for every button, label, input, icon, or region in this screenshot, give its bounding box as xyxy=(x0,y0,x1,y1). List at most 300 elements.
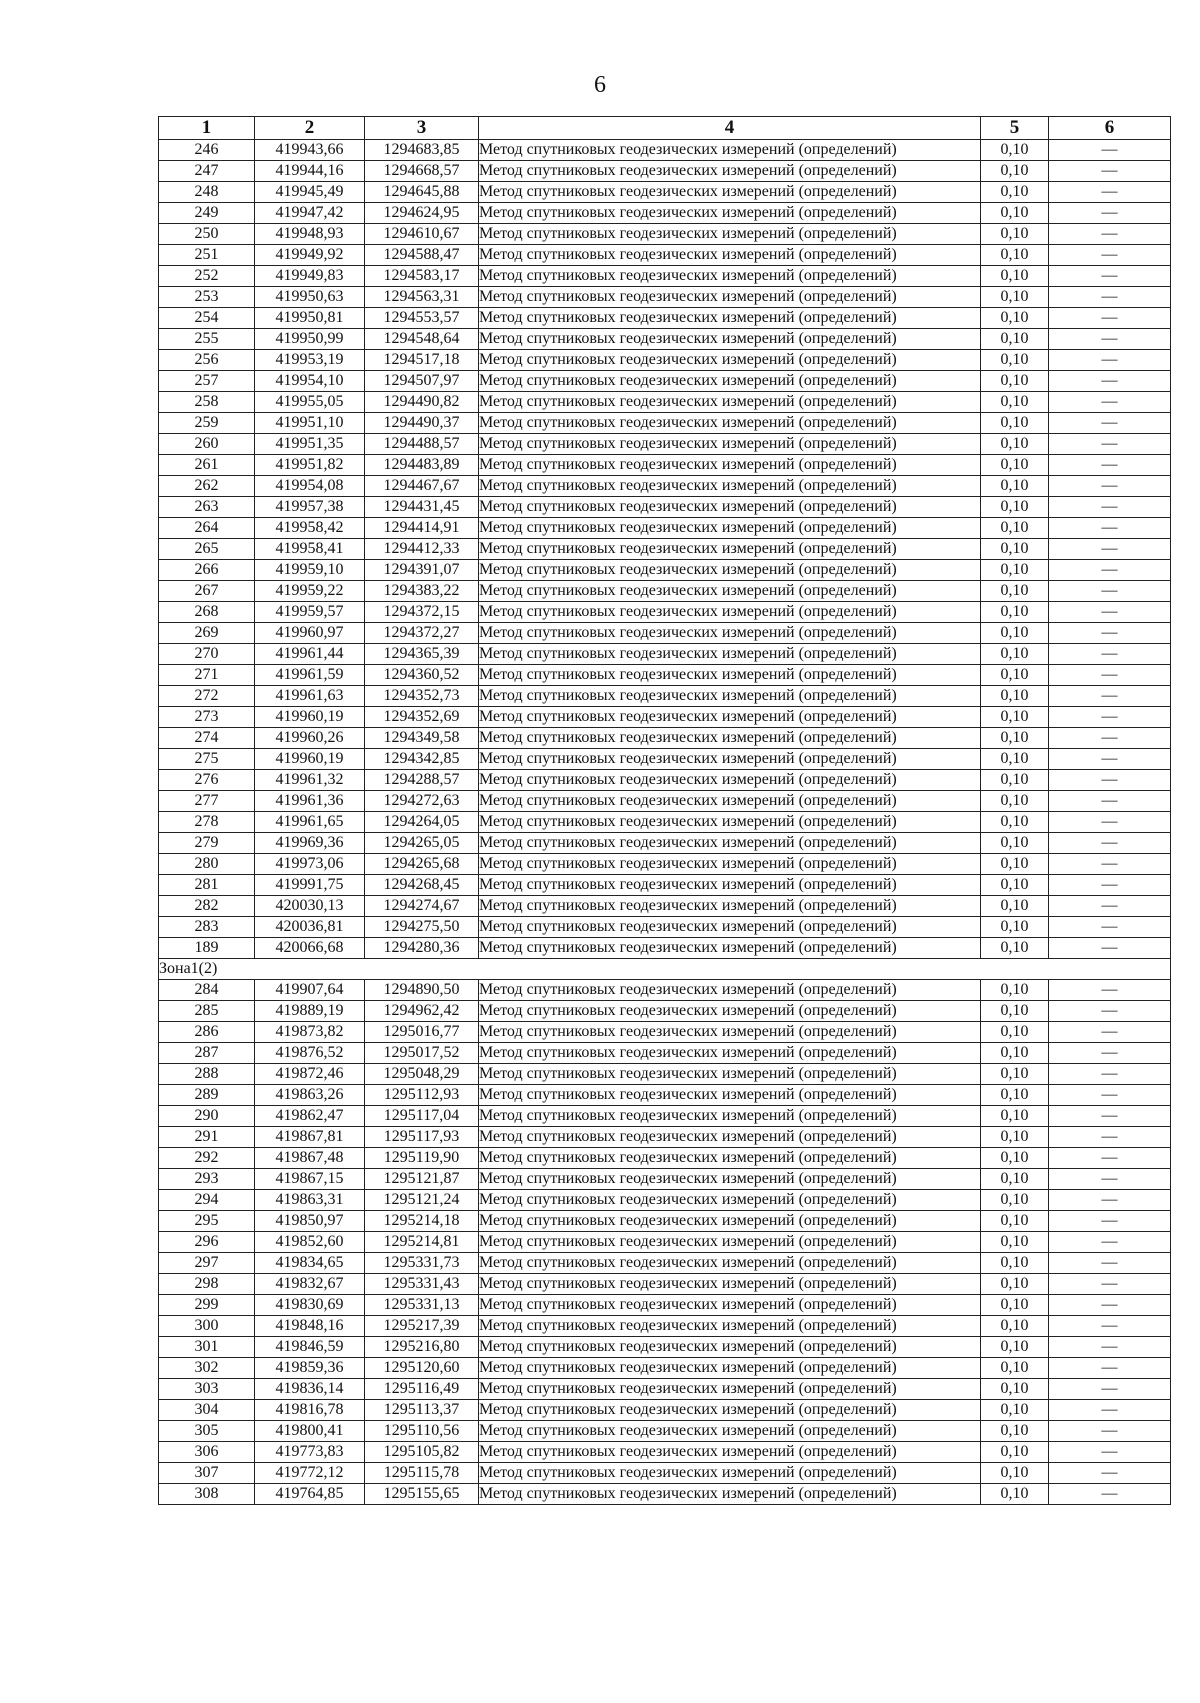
table-body-section-2 xyxy=(159,980,1171,1505)
y-coordinate-cell: 1294383,22 xyxy=(365,581,479,602)
y-coordinate-cell: 1294683,85 xyxy=(365,140,479,161)
table-row xyxy=(159,518,1171,539)
point-number-cell: 283 xyxy=(159,917,255,938)
table-row xyxy=(159,1085,1171,1106)
precision-cell: 0,10 xyxy=(981,1190,1049,1211)
point-number-cell: 293 xyxy=(159,1169,255,1190)
point-number-cell: 284 xyxy=(159,980,255,1001)
x-coordinate-cell: 419850,97 xyxy=(255,1211,365,1232)
precision-cell: 0,10 xyxy=(981,329,1049,350)
point-number-cell: 282 xyxy=(159,896,255,917)
point-number-cell: 268 xyxy=(159,602,255,623)
dash-cell: — xyxy=(1049,287,1171,308)
x-coordinate-cell: 419945,49 xyxy=(255,182,365,203)
point-number-cell: 295 xyxy=(159,1211,255,1232)
x-coordinate-cell: 419944,16 xyxy=(255,161,365,182)
y-coordinate-cell: 1295116,49 xyxy=(365,1379,479,1400)
method-cell: Метод спутниковых геодезических измерений (определений) xyxy=(479,1232,981,1253)
y-coordinate-cell: 1295155,65 xyxy=(365,1484,479,1505)
x-coordinate-cell: 419954,08 xyxy=(255,476,365,497)
x-coordinate-cell: 419862,47 xyxy=(255,1106,365,1127)
point-number-cell: 273 xyxy=(159,707,255,728)
table-row xyxy=(159,623,1171,644)
table-row xyxy=(159,938,1171,959)
method-cell: Метод спутниковых геодезических измерений (определений) xyxy=(479,1211,981,1232)
method-cell: Метод спутниковых геодезических измерений (определений) xyxy=(479,854,981,875)
table-row xyxy=(159,1232,1171,1253)
y-coordinate-cell: 1295112,93 xyxy=(365,1085,479,1106)
zone-label: Зона1(2) xyxy=(159,959,1171,980)
x-coordinate-cell: 419907,64 xyxy=(255,980,365,1001)
dash-cell: — xyxy=(1049,644,1171,665)
precision-cell: 0,10 xyxy=(981,1253,1049,1274)
dash-cell: — xyxy=(1049,1211,1171,1232)
precision-cell: 0,10 xyxy=(981,1463,1049,1484)
table-row xyxy=(159,854,1171,875)
zone-section xyxy=(159,959,1171,980)
dash-cell: — xyxy=(1049,476,1171,497)
table-row xyxy=(159,1169,1171,1190)
point-number-cell: 285 xyxy=(159,1001,255,1022)
method-cell: Метод спутниковых геодезических измерений (определений) xyxy=(479,560,981,581)
method-cell: Метод спутниковых геодезических измерений (определений) xyxy=(479,224,981,245)
table-row xyxy=(159,812,1171,833)
precision-cell: 0,10 xyxy=(981,1421,1049,1442)
point-number-cell: 298 xyxy=(159,1274,255,1295)
y-coordinate-cell: 1295115,78 xyxy=(365,1463,479,1484)
y-coordinate-cell: 1294272,63 xyxy=(365,791,479,812)
point-number-cell: 301 xyxy=(159,1337,255,1358)
y-coordinate-cell: 1295017,52 xyxy=(365,1043,479,1064)
point-number-cell: 281 xyxy=(159,875,255,896)
table-row xyxy=(159,308,1171,329)
precision-cell: 0,10 xyxy=(981,266,1049,287)
precision-cell: 0,10 xyxy=(981,1211,1049,1232)
y-coordinate-cell: 1294349,58 xyxy=(365,728,479,749)
dash-cell: — xyxy=(1049,1232,1171,1253)
precision-cell: 0,10 xyxy=(981,1106,1049,1127)
zone-row xyxy=(159,959,1171,980)
point-number-cell: 278 xyxy=(159,812,255,833)
precision-cell: 0,10 xyxy=(981,1337,1049,1358)
point-number-cell: 267 xyxy=(159,581,255,602)
point-number-cell: 246 xyxy=(159,140,255,161)
precision-cell: 0,10 xyxy=(981,1001,1049,1022)
dash-cell: — xyxy=(1049,1022,1171,1043)
x-coordinate-cell: 419961,59 xyxy=(255,665,365,686)
dash-cell: — xyxy=(1049,1379,1171,1400)
point-number-cell: 262 xyxy=(159,476,255,497)
y-coordinate-cell: 1295214,18 xyxy=(365,1211,479,1232)
dash-cell: — xyxy=(1049,875,1171,896)
method-cell: Метод спутниковых геодезических измерений (определений) xyxy=(479,1421,981,1442)
table-row xyxy=(159,392,1171,413)
precision-cell: 0,10 xyxy=(981,875,1049,896)
precision-cell: 0,10 xyxy=(981,203,1049,224)
y-coordinate-cell: 1294391,07 xyxy=(365,560,479,581)
point-number-cell: 255 xyxy=(159,329,255,350)
y-coordinate-cell: 1294265,68 xyxy=(365,854,479,875)
table-row xyxy=(159,1043,1171,1064)
precision-cell: 0,10 xyxy=(981,1274,1049,1295)
x-coordinate-cell: 419863,26 xyxy=(255,1085,365,1106)
precision-cell: 0,10 xyxy=(981,1316,1049,1337)
point-number-cell: 275 xyxy=(159,749,255,770)
dash-cell: — xyxy=(1049,581,1171,602)
method-cell: Метод спутниковых геодезических измерений (определений) xyxy=(479,1127,981,1148)
precision-cell: 0,10 xyxy=(981,1232,1049,1253)
dash-cell: — xyxy=(1049,518,1171,539)
y-coordinate-cell: 1294268,45 xyxy=(365,875,479,896)
dash-cell: — xyxy=(1049,980,1171,1001)
method-cell: Метод спутниковых геодезических измерений (определений) xyxy=(479,1085,981,1106)
dash-cell: — xyxy=(1049,1085,1171,1106)
precision-cell: 0,10 xyxy=(981,623,1049,644)
point-number-cell: 266 xyxy=(159,560,255,581)
x-coordinate-cell: 419943,66 xyxy=(255,140,365,161)
x-coordinate-cell: 419955,05 xyxy=(255,392,365,413)
point-number-cell: 296 xyxy=(159,1232,255,1253)
dash-cell: — xyxy=(1049,707,1171,728)
point-number-cell: 269 xyxy=(159,623,255,644)
dash-cell: — xyxy=(1049,833,1171,854)
table-row xyxy=(159,1211,1171,1232)
table-row xyxy=(159,917,1171,938)
point-number-cell: 274 xyxy=(159,728,255,749)
method-cell: Метод спутниковых геодезических измерений (определений) xyxy=(479,1106,981,1127)
method-cell: Метод спутниковых геодезических измерений (определений) xyxy=(479,1253,981,1274)
dash-cell: — xyxy=(1049,224,1171,245)
x-coordinate-cell: 419961,65 xyxy=(255,812,365,833)
table-row xyxy=(159,749,1171,770)
x-coordinate-cell: 419873,82 xyxy=(255,1022,365,1043)
y-coordinate-cell: 1294352,69 xyxy=(365,707,479,728)
method-cell: Метод спутниковых геодезических измерений (определений) xyxy=(479,203,981,224)
x-coordinate-cell: 419867,81 xyxy=(255,1127,365,1148)
y-coordinate-cell: 1295331,73 xyxy=(365,1253,479,1274)
precision-cell: 0,10 xyxy=(981,1358,1049,1379)
x-coordinate-cell: 419830,69 xyxy=(255,1295,365,1316)
table-row xyxy=(159,1148,1171,1169)
table-row xyxy=(159,707,1171,728)
table-row xyxy=(159,413,1171,434)
dash-cell: — xyxy=(1049,161,1171,182)
x-coordinate-cell: 419876,52 xyxy=(255,1043,365,1064)
y-coordinate-cell: 1294588,47 xyxy=(365,245,479,266)
point-number-cell: 299 xyxy=(159,1295,255,1316)
precision-cell: 0,10 xyxy=(981,980,1049,1001)
point-number-cell: 303 xyxy=(159,1379,255,1400)
y-coordinate-cell: 1294548,64 xyxy=(365,329,479,350)
table-row xyxy=(159,1463,1171,1484)
y-coordinate-cell: 1295331,43 xyxy=(365,1274,479,1295)
point-number-cell: 287 xyxy=(159,1043,255,1064)
dash-cell: — xyxy=(1049,854,1171,875)
table-row xyxy=(159,497,1171,518)
table-row xyxy=(159,1295,1171,1316)
dash-cell: — xyxy=(1049,203,1171,224)
table-row xyxy=(159,770,1171,791)
precision-cell: 0,10 xyxy=(981,938,1049,959)
point-number-cell: 288 xyxy=(159,1064,255,1085)
dash-cell: — xyxy=(1049,1337,1171,1358)
dash-cell: — xyxy=(1049,1400,1171,1421)
y-coordinate-cell: 1295121,24 xyxy=(365,1190,479,1211)
table-row xyxy=(159,686,1171,707)
x-coordinate-cell: 419832,67 xyxy=(255,1274,365,1295)
method-cell: Метод спутниковых геодезических измерений (определений) xyxy=(479,392,981,413)
method-cell: Метод спутниковых геодезических измерений (определений) xyxy=(479,833,981,854)
table-row xyxy=(159,1064,1171,1085)
point-number-cell: 294 xyxy=(159,1190,255,1211)
table-row xyxy=(159,896,1171,917)
precision-cell: 0,10 xyxy=(981,1442,1049,1463)
x-coordinate-cell: 419950,81 xyxy=(255,308,365,329)
method-cell: Метод спутниковых геодезических измерений (определений) xyxy=(479,308,981,329)
x-coordinate-cell: 419960,97 xyxy=(255,623,365,644)
dash-cell: — xyxy=(1049,1190,1171,1211)
dash-cell: — xyxy=(1049,182,1171,203)
method-cell: Метод спутниковых геодезических измерений (определений) xyxy=(479,476,981,497)
y-coordinate-cell: 1294352,73 xyxy=(365,686,479,707)
table-row xyxy=(159,476,1171,497)
point-number-cell: 280 xyxy=(159,854,255,875)
x-coordinate-cell: 419848,16 xyxy=(255,1316,365,1337)
table-row xyxy=(159,1001,1171,1022)
x-coordinate-cell: 419889,19 xyxy=(255,1001,365,1022)
method-cell: Метод спутниковых геодезических измерений (определений) xyxy=(479,665,981,686)
method-cell: Метод спутниковых геодезических измерений (определений) xyxy=(479,1337,981,1358)
precision-cell: 0,10 xyxy=(981,1484,1049,1505)
method-cell: Метод спутниковых геодезических измерений (определений) xyxy=(479,161,981,182)
x-coordinate-cell: 420036,81 xyxy=(255,917,365,938)
precision-cell: 0,10 xyxy=(981,455,1049,476)
method-cell: Метод спутниковых геодезических измерений (определений) xyxy=(479,938,981,959)
y-coordinate-cell: 1294483,89 xyxy=(365,455,479,476)
method-cell: Метод спутниковых геодезических измерений (определений) xyxy=(479,812,981,833)
y-coordinate-cell: 1294668,57 xyxy=(365,161,479,182)
y-coordinate-cell: 1294274,67 xyxy=(365,896,479,917)
precision-cell: 0,10 xyxy=(981,686,1049,707)
point-number-cell: 276 xyxy=(159,770,255,791)
table-row xyxy=(159,1358,1171,1379)
precision-cell: 0,10 xyxy=(981,1085,1049,1106)
dash-cell: — xyxy=(1049,413,1171,434)
precision-cell: 0,10 xyxy=(981,665,1049,686)
table-row xyxy=(159,455,1171,476)
table-row xyxy=(159,1253,1171,1274)
point-number-cell: 308 xyxy=(159,1484,255,1505)
x-coordinate-cell: 419953,19 xyxy=(255,350,365,371)
method-cell: Метод спутниковых геодезических измерений (определений) xyxy=(479,455,981,476)
x-coordinate-cell: 420030,13 xyxy=(255,896,365,917)
table-row xyxy=(159,644,1171,665)
precision-cell: 0,10 xyxy=(981,749,1049,770)
y-coordinate-cell: 1294490,37 xyxy=(365,413,479,434)
precision-cell: 0,10 xyxy=(981,812,1049,833)
table-row xyxy=(159,161,1171,182)
y-coordinate-cell: 1294467,67 xyxy=(365,476,479,497)
precision-cell: 0,10 xyxy=(981,707,1049,728)
dash-cell: — xyxy=(1049,266,1171,287)
x-coordinate-cell: 419852,60 xyxy=(255,1232,365,1253)
y-coordinate-cell: 1295105,82 xyxy=(365,1442,479,1463)
point-number-cell: 257 xyxy=(159,371,255,392)
method-cell: Метод спутниковых геодезических измерений (определений) xyxy=(479,917,981,938)
point-number-cell: 189 xyxy=(159,938,255,959)
method-cell: Метод спутниковых геодезических измерений (определений) xyxy=(479,581,981,602)
method-cell: Метод спутниковых геодезических измерений (определений) xyxy=(479,875,981,896)
dash-cell: — xyxy=(1049,539,1171,560)
precision-cell: 0,10 xyxy=(981,602,1049,623)
precision-cell: 0,10 xyxy=(981,833,1049,854)
point-number-cell: 259 xyxy=(159,413,255,434)
method-cell: Метод спутниковых геодезических измерений (определений) xyxy=(479,350,981,371)
method-cell: Метод спутниковых геодезических измерений (определений) xyxy=(479,1148,981,1169)
precision-cell: 0,10 xyxy=(981,245,1049,266)
x-coordinate-cell: 419961,36 xyxy=(255,791,365,812)
header-cell: 4 xyxy=(479,117,981,140)
y-coordinate-cell: 1294645,88 xyxy=(365,182,479,203)
table-row xyxy=(159,833,1171,854)
point-number-cell: 291 xyxy=(159,1127,255,1148)
table-row xyxy=(159,350,1171,371)
method-cell: Метод спутниковых геодезических измерений (определений) xyxy=(479,497,981,518)
dash-cell: — xyxy=(1049,896,1171,917)
x-coordinate-cell: 419950,99 xyxy=(255,329,365,350)
dash-cell: — xyxy=(1049,1001,1171,1022)
x-coordinate-cell: 419867,15 xyxy=(255,1169,365,1190)
table-row xyxy=(159,1190,1171,1211)
dash-cell: — xyxy=(1049,1148,1171,1169)
dash-cell: — xyxy=(1049,329,1171,350)
y-coordinate-cell: 1294365,39 xyxy=(365,644,479,665)
y-coordinate-cell: 1295216,80 xyxy=(365,1337,479,1358)
point-number-cell: 247 xyxy=(159,161,255,182)
precision-cell: 0,10 xyxy=(981,1064,1049,1085)
point-number-cell: 292 xyxy=(159,1148,255,1169)
precision-cell: 0,10 xyxy=(981,161,1049,182)
dash-cell: — xyxy=(1049,1043,1171,1064)
precision-cell: 0,10 xyxy=(981,1169,1049,1190)
method-cell: Метод спутниковых геодезических измерений (определений) xyxy=(479,1274,981,1295)
table-row xyxy=(159,1442,1171,1463)
table-row xyxy=(159,791,1171,812)
y-coordinate-cell: 1294288,57 xyxy=(365,770,479,791)
dash-cell: — xyxy=(1049,812,1171,833)
x-coordinate-cell: 419773,83 xyxy=(255,1442,365,1463)
y-coordinate-cell: 1295214,81 xyxy=(365,1232,479,1253)
point-number-cell: 307 xyxy=(159,1463,255,1484)
dash-cell: — xyxy=(1049,371,1171,392)
point-number-cell: 302 xyxy=(159,1358,255,1379)
precision-cell: 0,10 xyxy=(981,539,1049,560)
x-coordinate-cell: 419961,32 xyxy=(255,770,365,791)
y-coordinate-cell: 1294490,82 xyxy=(365,392,479,413)
table-row xyxy=(159,1421,1171,1442)
dash-cell: — xyxy=(1049,560,1171,581)
y-coordinate-cell: 1294507,97 xyxy=(365,371,479,392)
method-cell: Метод спутниковых геодезических измерений (определений) xyxy=(479,287,981,308)
point-number-cell: 279 xyxy=(159,833,255,854)
dash-cell: — xyxy=(1049,1127,1171,1148)
x-coordinate-cell: 419957,38 xyxy=(255,497,365,518)
y-coordinate-cell: 1294583,17 xyxy=(365,266,479,287)
y-coordinate-cell: 1294962,42 xyxy=(365,1001,479,1022)
method-cell: Метод спутниковых геодезических измерений (определений) xyxy=(479,896,981,917)
dash-cell: — xyxy=(1049,392,1171,413)
point-number-cell: 258 xyxy=(159,392,255,413)
coordinates-table xyxy=(158,116,1171,1505)
header-cell: 5 xyxy=(981,117,1049,140)
dash-cell: — xyxy=(1049,455,1171,476)
dash-cell: — xyxy=(1049,1484,1171,1505)
dash-cell: — xyxy=(1049,245,1171,266)
point-number-cell: 270 xyxy=(159,644,255,665)
precision-cell: 0,10 xyxy=(981,1379,1049,1400)
point-number-cell: 254 xyxy=(159,308,255,329)
dash-cell: — xyxy=(1049,497,1171,518)
y-coordinate-cell: 1294488,57 xyxy=(365,434,479,455)
x-coordinate-cell: 419973,06 xyxy=(255,854,365,875)
y-coordinate-cell: 1295119,90 xyxy=(365,1148,479,1169)
precision-cell: 0,10 xyxy=(981,350,1049,371)
header-cell: 1 xyxy=(159,117,255,140)
dash-cell: — xyxy=(1049,1316,1171,1337)
x-coordinate-cell: 419863,31 xyxy=(255,1190,365,1211)
header-cell: 3 xyxy=(365,117,479,140)
table-row xyxy=(159,875,1171,896)
method-cell: Метод спутниковых геодезических измерений (определений) xyxy=(479,1484,981,1505)
point-number-cell: 289 xyxy=(159,1085,255,1106)
precision-cell: 0,10 xyxy=(981,1148,1049,1169)
table-row xyxy=(159,140,1171,161)
point-number-cell: 300 xyxy=(159,1316,255,1337)
table-row xyxy=(159,1337,1171,1358)
method-cell: Метод спутниковых геодезических измерений (определений) xyxy=(479,1463,981,1484)
point-number-cell: 248 xyxy=(159,182,255,203)
x-coordinate-cell: 419958,42 xyxy=(255,518,365,539)
y-coordinate-cell: 1294517,18 xyxy=(365,350,479,371)
dash-cell: — xyxy=(1049,1253,1171,1274)
method-cell: Метод спутниковых геодезических измерений (определений) xyxy=(479,140,981,161)
x-coordinate-cell: 419951,10 xyxy=(255,413,365,434)
method-cell: Метод спутниковых геодезических измерений (определений) xyxy=(479,539,981,560)
x-coordinate-cell: 419951,82 xyxy=(255,455,365,476)
dash-cell: — xyxy=(1049,350,1171,371)
point-number-cell: 297 xyxy=(159,1253,255,1274)
method-cell: Метод спутниковых геодезических измерений (определений) xyxy=(479,413,981,434)
method-cell: Метод спутниковых геодезических измерений (определений) xyxy=(479,728,981,749)
dash-cell: — xyxy=(1049,1358,1171,1379)
method-cell: Метод спутниковых геодезических измерений (определений) xyxy=(479,770,981,791)
x-coordinate-cell: 419948,93 xyxy=(255,224,365,245)
y-coordinate-cell: 1294280,36 xyxy=(365,938,479,959)
y-coordinate-cell: 1294275,50 xyxy=(365,917,479,938)
x-coordinate-cell: 419949,92 xyxy=(255,245,365,266)
point-number-cell: 252 xyxy=(159,266,255,287)
method-cell: Метод спутниковых геодезических измерений (определений) xyxy=(479,791,981,812)
dash-cell: — xyxy=(1049,791,1171,812)
method-cell: Метод спутниковых геодезических измерений (определений) xyxy=(479,602,981,623)
dash-cell: — xyxy=(1049,602,1171,623)
y-coordinate-cell: 1294265,05 xyxy=(365,833,479,854)
method-cell: Метод спутниковых геодезических измерений (определений) xyxy=(479,1295,981,1316)
table-row xyxy=(159,602,1171,623)
x-coordinate-cell: 419816,78 xyxy=(255,1400,365,1421)
precision-cell: 0,10 xyxy=(981,1022,1049,1043)
y-coordinate-cell: 1294890,50 xyxy=(365,980,479,1001)
